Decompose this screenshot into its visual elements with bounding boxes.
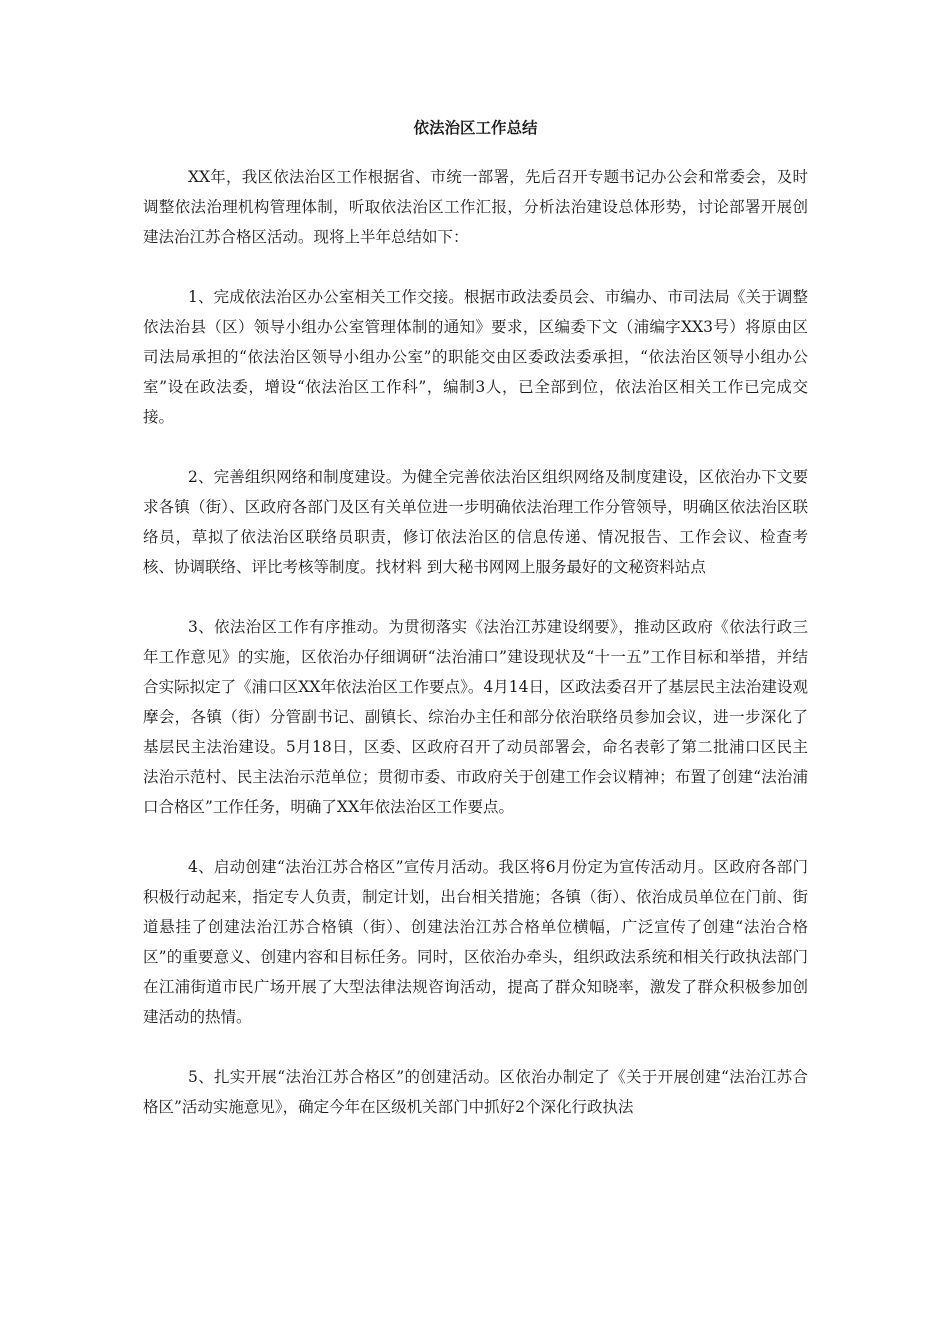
document-title: 依法治区工作总结 xyxy=(413,119,538,137)
paragraph-item-2: 2、完善组织网络和制度建设。为健全完善依法治区组织网络及制度建设，区依治办下文要求各镇（街）、区政府各部门及区有关单位进一步明确依法治理工作分管领导，明确区依法治区联络员，草拟了依法治区联络员职责，修订依法治区的信息传递、情况报告、工作会议、检查考核、协调联络、评比考核等制度。找材料 到大秘书网网上服务最好的文秘资料站点 xyxy=(143,468,808,576)
paragraph-intro: XX年，我区依法治区工作根据省、市统一部署，先后召开专题书记办公会和常委会，及时调整依法治理机构管理体制，听取依法治区工作汇报，分析法治建设总体形势，讨论部署开展创建法治江苏合格区活动。现将上半年总结如下： xyxy=(143,168,808,246)
document-body xyxy=(143,116,808,1152)
paragraph-item-5: 5、扎实开展“法治江苏合格区”的创建活动。区依治办制定了《关于开展创建“法治江苏合格区”活动实施意见》，确定今年在区级机关部门中抓好2个深化行政执法 xyxy=(143,1068,808,1116)
paragraph-item-4: 4、启动创建“法治江苏合格区”宣传月活动。我区将6月份定为宣传活动月。区政府各部门积极行动起来，指定专人负责，制定计划，出台相关措施；各镇（街）、依治成员单位在门前、街道悬挂了创建法治江苏合格镇（街）、创建法治江苏合格单位横幅，广泛宣传了创建“法治合格区”的重要意义、创建内容和目标任务。同时，区依治办牵头，组织政法系统和相关行政执法部门在江浦街道市民广场开展了大型法律法规咨询活动，提高了群众知晓率，激发了群众积极参加创建活动的热情。 xyxy=(143,858,808,1026)
paragraph-item-1: 1、完成依法治区办公室相关工作交接。根据市政法委员会、市编办、市司法局《关于调整依法治县（区）领导小组办公室管理体制的通知》要求，区编委下文（浦编字XX3号）将原由区司法局承担的“依法治区领导小组办公室”的职能交由区委政法委承担，“依法治区领导小组办公室”设在政法委，增设“依法治区工作科”，编制3人，已全部到位，依法治区相关工作已完成交接。 xyxy=(143,288,808,426)
paragraph-item-3: 3、依法治区工作有序推动。为贯彻落实《法治江苏建设纲要》，推动区政府《依法行政三年工作意见》的实施，区依治办仔细调研“法治浦口”建设现状及“十一五”工作目标和举措，并结合实际拟定了《浦口区XX年依法治区工作要点》。4月14日，区政法委召开了基层民主法治建设观摩会，各镇（街）分管副书记、副镇长、综治办主任和部分依治联络员参加会议，进一步深化了基层民主法治建设。5月18日，区委、区政府召开了动员部署会，命名表彰了第二批浦口区民主法治示范村、民主法治示范单位；贯彻市委、市政府关于创建工作会议精神；布置了创建“法治浦口合格区”工作任务，明确了XX年依法治区工作要点。 xyxy=(143,618,808,816)
